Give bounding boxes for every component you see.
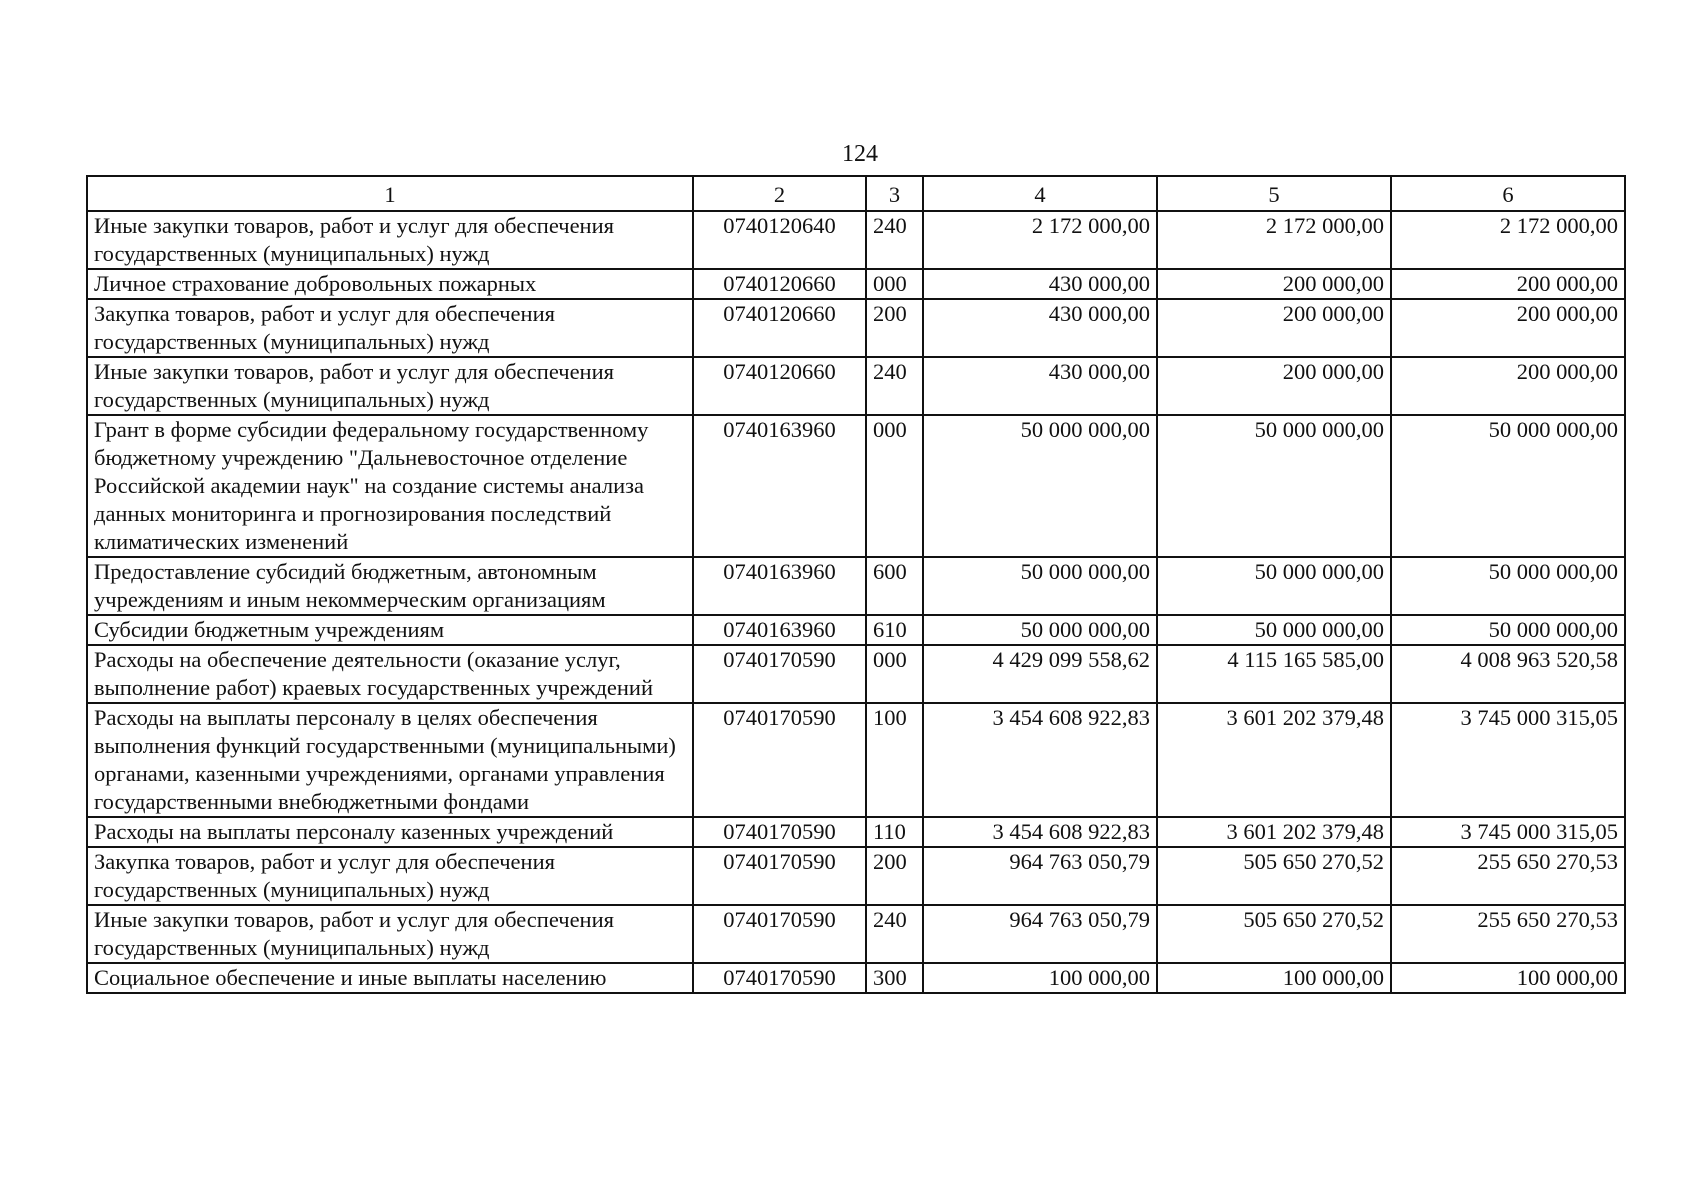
amount-col4-cell: 100 000,00	[923, 963, 1157, 993]
amount-col5-cell: 200 000,00	[1157, 357, 1391, 415]
row-name-cell: Закупка товаров, работ и услуг для обеспечения государственных (муниципальных) нужд	[87, 299, 693, 357]
column-header: 5	[1157, 176, 1391, 211]
header-row	[87, 176, 1625, 211]
target-code-cell: 0740163960	[693, 615, 866, 645]
target-code-cell: 0740120660	[693, 357, 866, 415]
amount-col5-cell: 3 601 202 379,48	[1157, 817, 1391, 847]
expense-type-cell: 240	[866, 211, 923, 269]
table-row	[87, 905, 1625, 963]
amount-col5-cell: 50 000 000,00	[1157, 615, 1391, 645]
amount-col4-cell: 2 172 000,00	[923, 211, 1157, 269]
page-number: 124	[842, 141, 878, 167]
amount-col4-cell: 3 454 608 922,83	[923, 703, 1157, 817]
amount-col5-cell: 505 650 270,52	[1157, 847, 1391, 905]
amount-col6-cell: 255 650 270,53	[1391, 847, 1625, 905]
table-row	[87, 269, 1625, 299]
amount-col5-cell: 100 000,00	[1157, 963, 1391, 993]
table-row	[87, 645, 1625, 703]
table-row	[87, 211, 1625, 269]
column-header: 4	[923, 176, 1157, 211]
target-code-cell: 0740120660	[693, 299, 866, 357]
target-code-cell: 0740170590	[693, 905, 866, 963]
expense-type-cell: 610	[866, 615, 923, 645]
column-header: 1	[87, 176, 693, 211]
table-row	[87, 557, 1625, 615]
row-name-cell: Предоставление субсидий бюджетным, автономным учреждениям и иным некоммерческим организациям	[87, 557, 693, 615]
expense-type-cell: 100	[866, 703, 923, 817]
row-name-cell: Иные закупки товаров, работ и услуг для обеспечения государственных (муниципальных) нужд	[87, 211, 693, 269]
row-name-cell: Расходы на выплаты персоналу в целях обеспечения выполнения функций государственными (муниципальными) органами, казенными учреждениями, органами управления государственными внебюджетными фондами	[87, 703, 693, 817]
amount-col5-cell: 4 115 165 585,00	[1157, 645, 1391, 703]
amount-col4-cell: 430 000,00	[923, 357, 1157, 415]
amount-col4-cell: 430 000,00	[923, 269, 1157, 299]
target-code-cell: 0740170590	[693, 817, 866, 847]
table-row	[87, 415, 1625, 557]
target-code-cell: 0740120640	[693, 211, 866, 269]
expense-type-cell: 240	[866, 357, 923, 415]
amount-col6-cell: 200 000,00	[1391, 299, 1625, 357]
table-row	[87, 357, 1625, 415]
amount-col4-cell: 50 000 000,00	[923, 615, 1157, 645]
amount-col5-cell: 3 601 202 379,48	[1157, 703, 1391, 817]
amount-col4-cell: 430 000,00	[923, 299, 1157, 357]
target-code-cell: 0740163960	[693, 415, 866, 557]
target-code-cell: 0740170590	[693, 963, 866, 993]
expense-type-cell: 000	[866, 645, 923, 703]
expense-type-cell: 200	[866, 299, 923, 357]
table-body	[87, 211, 1625, 993]
amount-col6-cell: 50 000 000,00	[1391, 557, 1625, 615]
table-row	[87, 847, 1625, 905]
amount-col4-cell: 50 000 000,00	[923, 415, 1157, 557]
row-name-cell: Расходы на обеспечение деятельности (оказание услуг, выполнение работ) краевых государственных учреждений	[87, 645, 693, 703]
amount-col4-cell: 3 454 608 922,83	[923, 817, 1157, 847]
budget-table	[86, 175, 1626, 994]
target-code-cell: 0740170590	[693, 703, 866, 817]
expense-type-cell: 600	[866, 557, 923, 615]
amount-col4-cell: 964 763 050,79	[923, 847, 1157, 905]
target-code-cell: 0740163960	[693, 557, 866, 615]
amount-col6-cell: 255 650 270,53	[1391, 905, 1625, 963]
table-row	[87, 703, 1625, 817]
row-name-cell: Личное страхование добровольных пожарных	[87, 269, 693, 299]
table-row	[87, 615, 1625, 645]
row-name-cell: Грант в форме субсидии федеральному государственному бюджетному учреждению "Дальневосточное отделение Российской академии наук" на создание системы анализа данных мониторинга и прогнозирования последствий климатических изменений	[87, 415, 693, 557]
amount-col5-cell: 200 000,00	[1157, 299, 1391, 357]
amount-col6-cell: 4 008 963 520,58	[1391, 645, 1625, 703]
target-code-cell: 0740170590	[693, 645, 866, 703]
table-row	[87, 817, 1625, 847]
amount-col4-cell: 4 429 099 558,62	[923, 645, 1157, 703]
amount-col5-cell: 2 172 000,00	[1157, 211, 1391, 269]
amount-col6-cell: 200 000,00	[1391, 269, 1625, 299]
row-name-cell: Закупка товаров, работ и услуг для обеспечения государственных (муниципальных) нужд	[87, 847, 693, 905]
expense-type-cell: 000	[866, 415, 923, 557]
column-header: 2	[693, 176, 866, 211]
amount-col6-cell: 3 745 000 315,05	[1391, 703, 1625, 817]
table-row	[87, 963, 1625, 993]
target-code-cell: 0740170590	[693, 847, 866, 905]
expense-type-cell: 000	[866, 269, 923, 299]
amount-col4-cell: 964 763 050,79	[923, 905, 1157, 963]
amount-col6-cell: 3 745 000 315,05	[1391, 817, 1625, 847]
column-header: 6	[1391, 176, 1625, 211]
amount-col6-cell: 50 000 000,00	[1391, 615, 1625, 645]
amount-col6-cell: 50 000 000,00	[1391, 415, 1625, 557]
amount-col4-cell: 50 000 000,00	[923, 557, 1157, 615]
expense-type-cell: 110	[866, 817, 923, 847]
amount-col5-cell: 200 000,00	[1157, 269, 1391, 299]
row-name-cell: Субсидии бюджетным учреждениям	[87, 615, 693, 645]
expense-type-cell: 300	[866, 963, 923, 993]
amount-col5-cell: 505 650 270,52	[1157, 905, 1391, 963]
amount-col6-cell: 100 000,00	[1391, 963, 1625, 993]
row-name-cell: Социальное обеспечение и иные выплаты населению	[87, 963, 693, 993]
target-code-cell: 0740120660	[693, 269, 866, 299]
expense-type-cell: 200	[866, 847, 923, 905]
table-row	[87, 299, 1625, 357]
amount-col5-cell: 50 000 000,00	[1157, 557, 1391, 615]
expense-type-cell: 240	[866, 905, 923, 963]
amount-col5-cell: 50 000 000,00	[1157, 415, 1391, 557]
row-name-cell: Иные закупки товаров, работ и услуг для обеспечения государственных (муниципальных) нужд	[87, 905, 693, 963]
row-name-cell: Расходы на выплаты персоналу казенных учреждений	[87, 817, 693, 847]
amount-col6-cell: 200 000,00	[1391, 357, 1625, 415]
column-header: 3	[866, 176, 923, 211]
row-name-cell: Иные закупки товаров, работ и услуг для обеспечения государственных (муниципальных) нужд	[87, 357, 693, 415]
amount-col6-cell: 2 172 000,00	[1391, 211, 1625, 269]
